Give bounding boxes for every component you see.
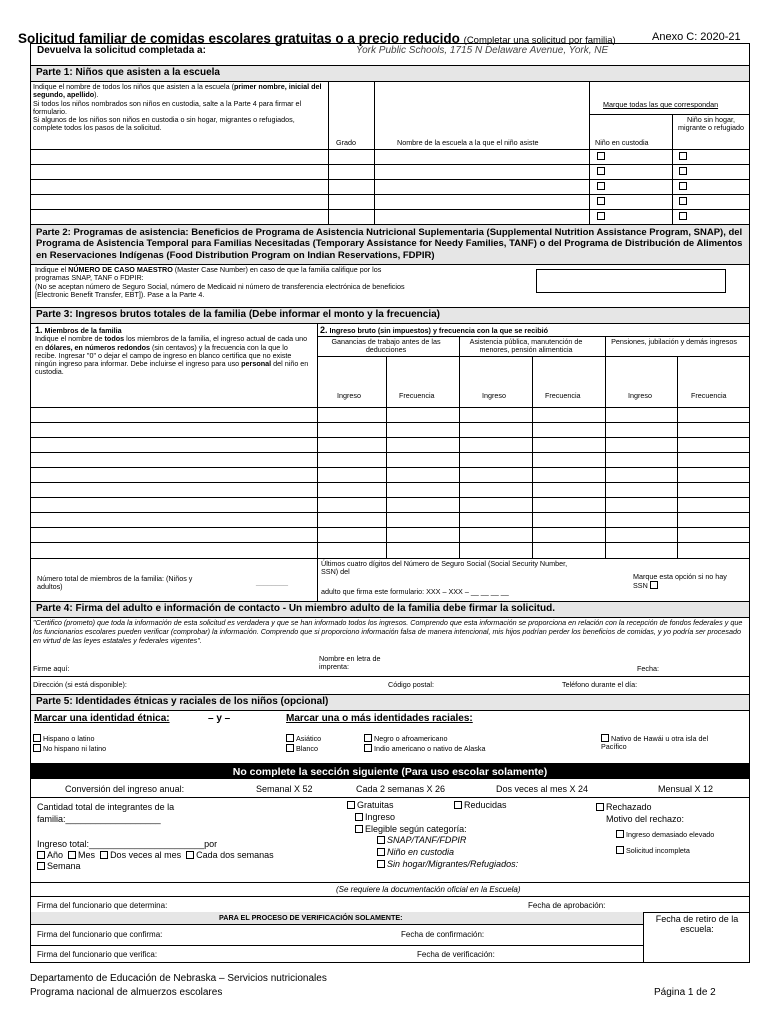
denied-option[interactable]: Rechazado: [596, 802, 652, 812]
confirmation-date-field[interactable]: Fecha de confirmación:: [401, 930, 485, 939]
native-american-option[interactable]: Indio americano o nativo de Alaska: [364, 744, 485, 753]
footer-program: Programa nacional de almuerzos escolares: [30, 987, 223, 998]
household-size-label: Cantidad total de integrantes de la: [37, 802, 175, 812]
verification-date-field[interactable]: Fecha de verificación:: [417, 950, 495, 959]
child4-homeless-checkbox[interactable]: [679, 197, 689, 206]
address-field[interactable]: Dirección (si está disponible):: [33, 680, 127, 689]
phone-field[interactable]: Teléfono durante el día:: [562, 680, 638, 689]
annex-label: Anexo C: 2020-21: [652, 31, 741, 43]
per-twice-month-option[interactable]: Dos veces al mes: [100, 850, 181, 860]
grade-column-header: Grado: [336, 138, 356, 147]
public-assistance-header: Asistencia pública, manutención de menores, pensión alimenticia: [469, 337, 583, 355]
cat-snap-option[interactable]: SNAP/TANF/FDPIR: [377, 835, 466, 845]
verifying-official-field[interactable]: Firma del funcionario que verifica:: [37, 950, 158, 959]
mark-all-label: Marque todas las que correspondan: [603, 100, 719, 109]
child4-foster-checkbox[interactable]: [597, 197, 607, 206]
denial-reason-label: Motivo del rechazo:: [606, 814, 685, 824]
ssn-input[interactable]: adulto que firma este formulario: XXX – XXX – __ __ __ __: [321, 587, 509, 596]
racial-heading: Marcar una o más identidades raciales:: [286, 713, 473, 724]
determining-official-field[interactable]: Firma del funcionario que determina:: [37, 901, 168, 910]
members-instructions: 1. Miembros de la familia Indique el nombre de todos los miembros de la familia, el ingreso actual de cada uno en dólares, en números redondos (sin centavos) y la frecuencia con la que lo recibe. Ingresar "0" o dejar el campo de ingreso en blanco certifica que no existe ningún ingreso para informar. Debe incluirse el ingreso para uso personal del niño en custodia.: [35, 325, 309, 377]
cat-foster-option[interactable]: Niño en custodia: [377, 847, 454, 857]
child5-homeless-checkbox[interactable]: [679, 212, 689, 221]
part2-title: Parte 2: Programas de asistencia: Beneficios de Programa de Asistencia Nutricional Suplementaria (Supplemental Nutrition Assistance Program, SNAP), del Programa de Asistencia Temporal para Familias Necesitadas (Temporary Assistance for Needy Families, TANF) o del Programa de Distribución de Alimentos en Reservaciones Indígenas (Food Distribution Program on Indian Reservations, FDPIR): [31, 224, 749, 264]
gross-income-header: 2. Ingreso bruto (sin impuestos) y frecuencia con la que se recibió: [320, 325, 548, 335]
free-option[interactable]: Gratuitas: [347, 800, 394, 810]
part3-title: Parte 3: Ingresos brutos totales de la familia (Debe informar el monto y la frecuencia): [31, 307, 749, 323]
white-option[interactable]: Blanco: [286, 744, 318, 753]
child2-homeless-checkbox[interactable]: [679, 167, 689, 176]
date-field[interactable]: Fecha:: [637, 664, 659, 673]
per-two-weeks-option[interactable]: Cada dos semanas: [186, 850, 274, 860]
official-docs-note: (Se requiere la documentación oficial en la Escuela): [336, 885, 521, 894]
part1-title: Parte 1: Niños que asisten a la escuela: [31, 65, 749, 81]
child1-homeless-checkbox[interactable]: [679, 152, 689, 161]
cat-homeless-option[interactable]: Sin hogar/Migrantes/Refugiados:: [377, 859, 518, 869]
school-column-header: Nombre de la escuela a la que el niño asiste: [397, 138, 539, 147]
biweekly-conversion: Cada 2 semanas X 26: [356, 784, 446, 794]
not-hispanic-option[interactable]: No hispano ni latino: [33, 744, 106, 753]
withdrawal-date-field[interactable]: Fecha de retiro de la escuela:: [655, 914, 739, 935]
no-ssn-option[interactable]: Marque esta opción si no hay SSN: [633, 572, 727, 591]
printed-name-field[interactable]: Nombre en letra de imprenta:: [319, 654, 381, 672]
pension-frequency-header: Frecuencia: [691, 391, 727, 400]
part4-title: Parte 4: Firma del adulto e información de contacto - Un miembro adulto de la familia debe firmar la solicitud.: [31, 601, 749, 617]
asian-option[interactable]: Asiático: [286, 734, 321, 743]
pension-income-header: Ingreso: [628, 391, 652, 400]
part5-title: Parte 5: Identidades étnicas y raciales de los niños (opcional): [31, 694, 749, 710]
form-sheet: [30, 43, 750, 963]
form-subtitle: (Completar una solicitud por familia): [463, 35, 616, 46]
child1-foster-checkbox[interactable]: [597, 152, 607, 161]
hispanic-option[interactable]: Hispano o latino: [33, 734, 95, 743]
public-income-header: Ingreso: [482, 391, 506, 400]
no-ssn-checkbox[interactable]: [650, 581, 658, 589]
work-income-header: Ingreso: [337, 391, 361, 400]
page-number: Página 1 de 2: [654, 987, 716, 998]
homeless-column-header: Niño sin hogar, migrante o refugiado: [678, 115, 744, 133]
public-frequency-header: Frecuencia: [545, 391, 581, 400]
zip-field[interactable]: Código postal:: [388, 680, 434, 689]
hawaiian-option[interactable]: Nativo de Hawái u otra isla del Pacífico: [601, 734, 709, 752]
twice-monthly-conversion: Dos veces al mes X 24: [496, 784, 589, 794]
certification-text: "Certifico (prometo) que toda la información de esta solicitud es verdadera y que se han informado todos los ingresos. Comprendo que esta información se proporciona en relación con la recepción de fondos federales y que los funcionarios escolares pueden verificar (comprobar) la información. Comprendo que si proporciono información falsa de manera intencional, mis hijos podrían perder los beneficios de comidas, y yo podría ser procesado en virtud de las leyes estatales y federales vigentes".: [33, 618, 743, 645]
confirming-official-field[interactable]: Firma del funcionario que confirma:: [37, 930, 163, 939]
per-year-option[interactable]: Año: [37, 850, 63, 860]
footer-department: Departamento de Educación de Nebraska – Servicios nutricionales: [30, 973, 327, 984]
total-income-field[interactable]: Ingreso total:_______________________por: [37, 839, 218, 849]
black-option[interactable]: Negro o afroamericano: [364, 734, 448, 743]
case-number-input[interactable]: [536, 269, 726, 293]
weekly-conversion: Semanal X 52: [256, 784, 313, 794]
verification-bar: PARA EL PROCESO DE VERIFICACIÓN SOLAMENTE:: [219, 913, 403, 922]
by-income-option[interactable]: Ingreso: [355, 812, 395, 822]
child5-foster-checkbox[interactable]: [597, 212, 607, 221]
foster-column-header: Niño en custodia: [595, 138, 649, 147]
household-size-field[interactable]: familia:___________________: [37, 814, 161, 824]
child2-foster-checkbox[interactable]: [597, 167, 607, 176]
reduced-option[interactable]: Reducidas: [454, 800, 507, 810]
child3-foster-checkbox[interactable]: [597, 182, 607, 191]
categorical-option[interactable]: Elegible según categoría:: [355, 824, 467, 834]
signature-field[interactable]: Firme aquí:: [33, 664, 70, 673]
total-members-input[interactable]: ________: [256, 577, 288, 586]
part1-instructions: Indique el nombre de todos los niños que asisten a la escuela (primer nombre, inicial del segundo, apellido). Si todos los niños nombrados son niños en custodia, salte a la Parte 4 para firmar el formulario. Si algunos de los niños son niños en custodia o sin hogar, migrantes o refugiados, complete todos los pasos de la solicitud.: [33, 82, 322, 133]
incomplete-option[interactable]: Solicitud incompleta: [616, 846, 690, 855]
conversion-label: Conversión del ingreso anual:: [65, 784, 185, 794]
approval-date-field[interactable]: Fecha de aprobación:: [528, 901, 606, 910]
child3-homeless-checkbox[interactable]: [679, 182, 689, 191]
pension-header: Pensiones, jubilación y demás ingresos: [611, 337, 737, 346]
work-frequency-header: Frecuencia: [399, 391, 435, 400]
income-period-options: [37, 850, 274, 860]
ssn-label: Últimos cuatro dígitos del Número de Seguro Social (Social Security Number, SSN) del: [321, 559, 568, 577]
total-members-label: Número total de miembros de la familia: (Niños y adultos): [37, 574, 193, 592]
ethnic-heading: Marcar una identidad étnica:: [34, 713, 170, 724]
part2-instructions: Indique el NÚMERO DE CASO MAESTRO (Master Case Number) en caso de que la familia califique por los programas SNAP, TANF o FDPIR: (No se aceptan número de Seguro Social, número de Medicaid ni número de transferencia electrónica de beneficios [Electronic Benefit Transfer, EBT]). Pase a la Parte 4.: [35, 265, 405, 299]
income-too-high-option[interactable]: Ingreso demasiado elevado: [616, 830, 714, 839]
per-month-option[interactable]: Mes: [68, 850, 95, 860]
monthly-conversion: Mensual X 12: [658, 784, 714, 794]
section-separator: – y –: [208, 713, 231, 724]
return-label: Devuelva la solicitud completada a:: [37, 45, 206, 56]
school-use-bar: No complete la sección siguiente (Para uso escolar solamente): [31, 763, 749, 779]
work-earnings-header: Ganancias de trabajo antes de las deducciones: [331, 337, 441, 355]
per-week-option[interactable]: Semana: [37, 861, 81, 871]
form-title: Solicitud familiar de comidas escolares gratuitas o a precio reducido (Completar una solicitud por familia): [18, 31, 616, 46]
return-address: York Public Schools, 1715 N Delaware Avenue, York, NE: [356, 45, 609, 56]
